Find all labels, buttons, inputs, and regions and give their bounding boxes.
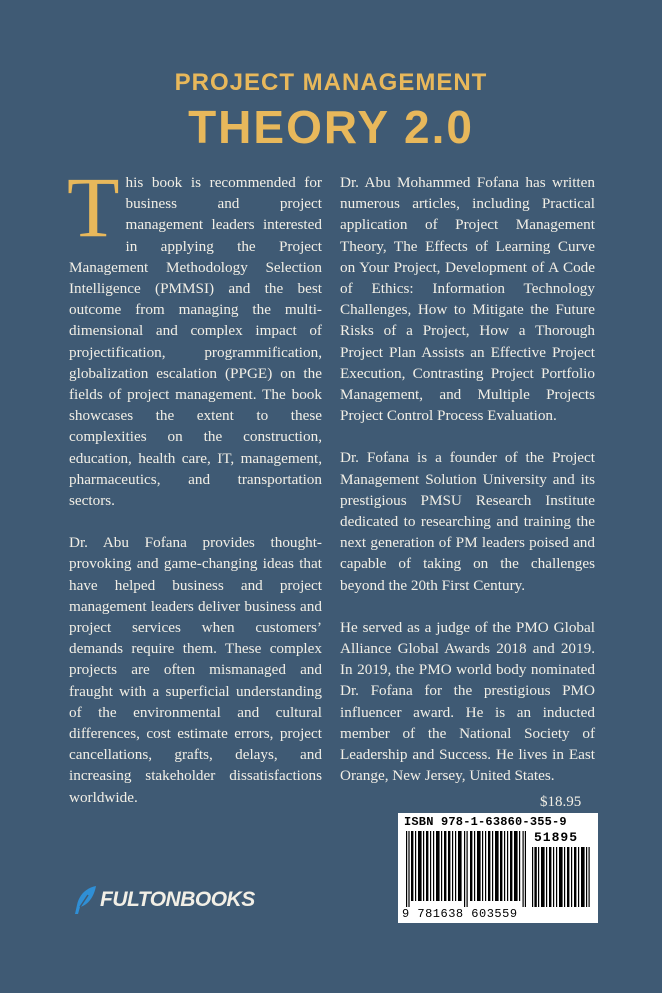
- addon-barcode-bars: [532, 847, 590, 907]
- title-block: [0, 66, 662, 152]
- publisher-logo: [72, 884, 255, 916]
- book-title-line1: PROJECT MANAGEMENT: [174, 69, 488, 96]
- left-column: [67, 159, 322, 829]
- dropcap: T: [67, 159, 120, 255]
- left-paragraph-2: Dr. Abu Fofana provides thought-provoking and game-changing ideas that have helped business and project management leaders deliver business and project services when customers’ demands require them. These complex projects are often mismanaged and fraught with a superficial understanding of the environmental and cultural differences, cost estimate errors, project cancellations, grafts, delays, and increasing stakeholder dissatisfactions worldwide.: [69, 534, 322, 806]
- ean-barcode-bars: [406, 831, 526, 907]
- publisher-name: FULTONBOOKS: [100, 888, 255, 911]
- price-label: $18.95: [540, 794, 582, 810]
- right-column: [340, 172, 595, 807]
- book-title-line2: THEORY 2.0: [188, 101, 474, 153]
- right-paragraph-1: Dr. Abu Mohammed Fofana has written numerous articles, including Practical application of Project Management Theory, The Effects of Learning Curve on Your Project, Development of A Code of Ethics: Information Technology Challenges, How to Mitigate the Future Risks of a Project, How a Thorough Project Plan Assists an Effective Project Execution, Contrasting Project Portfolio Management, and Multiple Projects Project Control Process Evaluation.: [340, 174, 595, 425]
- isbn-label: ISBN 978-1-63860-355-9: [404, 815, 567, 829]
- quill-icon: [72, 885, 98, 915]
- barcode: [398, 813, 598, 923]
- left-paragraph-1-text: his book is recommended for business and project management leaders interested in applying the Project Management Methodology Selection Intelligence (PMMSI) and the best outcome from managing the multi-dimensional and complex impact of projectification, programmification, globalization escalation (PPGE) on the fields of project management. The book showcases the extent to these complexities on the construction, education, health care, IT, management, pharmaceutics, and transportation sectors.: [69, 174, 322, 510]
- ean-number: 9 781638 603559: [402, 907, 518, 921]
- right-paragraph-2: Dr. Fofana is a founder of the Project Management Solution University and its prestigious PMSU Research Institute dedicated to researching and training the next generation of PM leaders poised and capable of taking on the challenges beyond the 20th First Century.: [340, 449, 595, 594]
- left-paragraph-1: [67, 159, 322, 511]
- right-paragraph-3: He served as a judge of the PMO Global Alliance Global Awards 2018 and 2019. In 2019, the PMO world body nominated Dr. Fofana for the prestigious PMO influencer award. He is an inducted member of the National Society of Leadership and Success. He lives in East Orange, New Jersey, United States.: [340, 618, 595, 785]
- price-code: 51895: [534, 830, 579, 845]
